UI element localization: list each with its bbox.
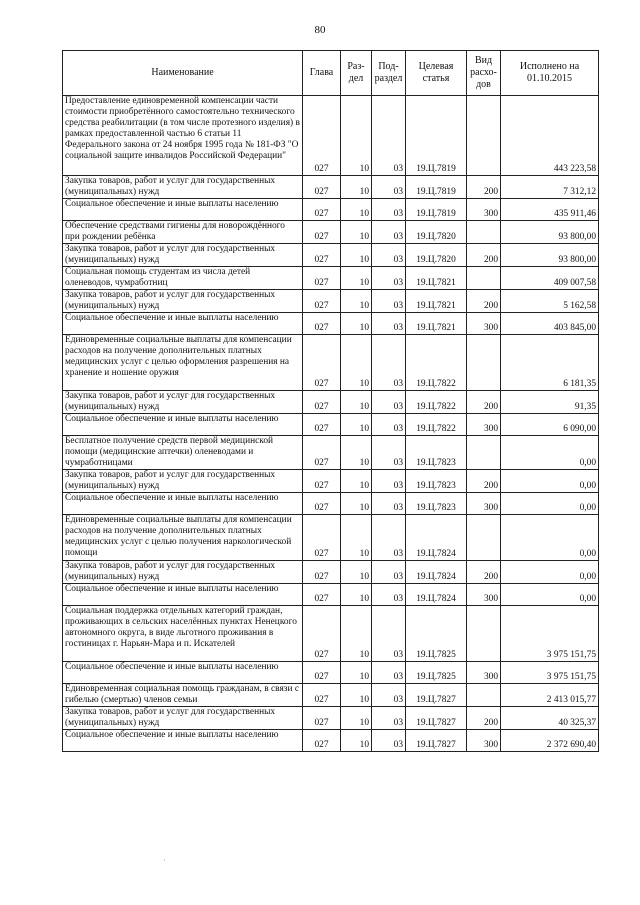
row-chapter: 027	[303, 515, 341, 561]
row-target: 19.Ц.7827	[406, 730, 467, 752]
row-chapter: 027	[303, 391, 341, 414]
row-chapter: 027	[303, 662, 341, 684]
row-section: 10	[341, 221, 372, 244]
scan-mark: ·	[163, 856, 166, 865]
row-section: 10	[341, 493, 372, 515]
row-subsection: 03	[372, 470, 406, 493]
row-subsection: 03	[372, 199, 406, 221]
row-name: Закупка товаров, работ и услуг для государственных (муниципальных) нужд	[63, 470, 303, 493]
row-chapter: 027	[303, 414, 341, 436]
row-expense-type	[467, 436, 501, 470]
row-target: 19.Ц.7823	[406, 470, 467, 493]
row-expense-type: 300	[467, 199, 501, 221]
row-target: 19.Ц.7819	[406, 96, 467, 176]
row-amount: 7 312,12	[501, 176, 599, 199]
table-row	[63, 730, 599, 752]
row-name: Социальное обеспечение и иные выплаты населению	[63, 199, 303, 221]
row-target: 19.Ц.7819	[406, 199, 467, 221]
row-section: 10	[341, 515, 372, 561]
row-expense-type	[467, 684, 501, 707]
row-name: Социальное обеспечение и иные выплаты населению	[63, 662, 303, 684]
row-amount: 5 162,58	[501, 290, 599, 313]
row-subsection: 03	[372, 244, 406, 267]
table-row	[63, 391, 599, 414]
row-amount: 409 007,58	[501, 267, 599, 290]
row-chapter: 027	[303, 290, 341, 313]
row-subsection: 03	[372, 313, 406, 335]
header-subsection: Под- раздел	[372, 51, 406, 96]
table-row	[63, 606, 599, 662]
row-amount: 93 800,00	[501, 244, 599, 267]
row-subsection: 03	[372, 662, 406, 684]
row-expense-type: 200	[467, 561, 501, 584]
row-subsection: 03	[372, 584, 406, 606]
table-row	[63, 199, 599, 221]
row-subsection: 03	[372, 221, 406, 244]
row-section: 10	[341, 470, 372, 493]
row-name: Закупка товаров, работ и услуг для государственных (муниципальных) нужд	[63, 707, 303, 730]
row-expense-type	[467, 606, 501, 662]
row-chapter: 027	[303, 176, 341, 199]
row-chapter: 027	[303, 199, 341, 221]
table-header-row	[63, 51, 599, 96]
row-chapter: 027	[303, 606, 341, 662]
row-target: 19.Ц.7819	[406, 176, 467, 199]
row-name: Социальное обеспечение и иные выплаты населению	[63, 584, 303, 606]
row-subsection: 03	[372, 335, 406, 391]
row-expense-type	[467, 96, 501, 176]
row-amount: 3 975 151,75	[501, 662, 599, 684]
table-row	[63, 561, 599, 584]
row-section: 10	[341, 244, 372, 267]
row-section: 10	[341, 707, 372, 730]
table-row	[63, 707, 599, 730]
row-subsection: 03	[372, 290, 406, 313]
row-expense-type: 200	[467, 391, 501, 414]
row-section: 10	[341, 176, 372, 199]
row-target: 19.Ц.7821	[406, 267, 467, 290]
row-chapter: 027	[303, 707, 341, 730]
row-target: 19.Ц.7822	[406, 391, 467, 414]
row-amount: 0,00	[501, 436, 599, 470]
row-target: 19.Ц.7827	[406, 684, 467, 707]
row-target: 19.Ц.7827	[406, 707, 467, 730]
row-chapter: 027	[303, 335, 341, 391]
row-target: 19.Ц.7824	[406, 561, 467, 584]
row-name: Предоставление единовременной компенсации части стоимости приобретённого самостоятельно технического средства реабилитации (в том числе протезного изделия) в рамках предоставленной частью 6 статьи 11 Федерального закона от 24 ноября 1995 года № 181-ФЗ "О социальной защите инвалидов Российской Федерации"	[63, 96, 303, 176]
row-section: 10	[341, 414, 372, 436]
row-amount: 3 975 151,75	[501, 606, 599, 662]
row-target: 19.Ц.7824	[406, 515, 467, 561]
row-subsection: 03	[372, 391, 406, 414]
row-subsection: 03	[372, 493, 406, 515]
row-expense-type	[467, 335, 501, 391]
row-chapter: 027	[303, 561, 341, 584]
header-name: Наименование	[63, 51, 303, 96]
row-expense-type: 200	[467, 290, 501, 313]
row-section: 10	[341, 730, 372, 752]
row-chapter: 027	[303, 684, 341, 707]
row-name: Закупка товаров, работ и услуг для государственных (муниципальных) нужд	[63, 391, 303, 414]
table-row	[63, 436, 599, 470]
row-target: 19.Ц.7823	[406, 493, 467, 515]
row-name: Социальное обеспечение и иные выплаты населению	[63, 313, 303, 335]
row-amount: 6 181,35	[501, 335, 599, 391]
row-chapter: 027	[303, 470, 341, 493]
header-expense-type: Вид расхо- дов	[467, 51, 501, 96]
row-name: Социальное обеспечение и иные выплаты населению	[63, 493, 303, 515]
row-subsection: 03	[372, 96, 406, 176]
row-expense-type: 200	[467, 707, 501, 730]
row-amount: 2 372 690,40	[501, 730, 599, 752]
table-row	[63, 290, 599, 313]
table-row	[63, 244, 599, 267]
row-target: 19.Ц.7821	[406, 313, 467, 335]
row-chapter: 027	[303, 436, 341, 470]
row-chapter: 027	[303, 313, 341, 335]
row-section: 10	[341, 290, 372, 313]
row-chapter: 027	[303, 730, 341, 752]
row-subsection: 03	[372, 684, 406, 707]
table-row	[63, 662, 599, 684]
row-amount: 443 223,58	[501, 96, 599, 176]
row-subsection: 03	[372, 267, 406, 290]
row-amount: 0,00	[501, 584, 599, 606]
row-amount: 2 413 015,77	[501, 684, 599, 707]
table-row	[63, 176, 599, 199]
row-section: 10	[341, 313, 372, 335]
row-section: 10	[341, 606, 372, 662]
row-name: Единовременные социальные выплаты для компенсации расходов на получение дополнительных платных медицинских услуг с целью оформления разрешения на хранение и ношение оружия	[63, 335, 303, 391]
row-expense-type	[467, 267, 501, 290]
table-row	[63, 414, 599, 436]
row-name: Закупка товаров, работ и услуг для государственных (муниципальных) нужд	[63, 290, 303, 313]
row-subsection: 03	[372, 414, 406, 436]
row-section: 10	[341, 436, 372, 470]
row-section: 10	[341, 199, 372, 221]
row-expense-type: 200	[467, 470, 501, 493]
row-name: Единовременная социальная помощь гражданам, в связи с гибелью (смертью) членов семьи	[63, 684, 303, 707]
row-name: Социальное обеспечение и иные выплаты населению	[63, 414, 303, 436]
row-amount: 0,00	[501, 515, 599, 561]
row-chapter: 027	[303, 244, 341, 267]
row-expense-type: 200	[467, 244, 501, 267]
row-chapter: 027	[303, 221, 341, 244]
row-expense-type	[467, 515, 501, 561]
row-target: 19.Ц.7825	[406, 606, 467, 662]
row-amount: 6 090,00	[501, 414, 599, 436]
table-row	[63, 335, 599, 391]
row-expense-type: 300	[467, 584, 501, 606]
row-amount: 0,00	[501, 493, 599, 515]
row-target: 19.Ц.7822	[406, 414, 467, 436]
row-name: Обеспечение средствами гигиены для новорождённого при рождении ребёнка	[63, 221, 303, 244]
row-subsection: 03	[372, 606, 406, 662]
row-section: 10	[341, 684, 372, 707]
row-target: 19.Ц.7820	[406, 221, 467, 244]
row-name: Закупка товаров, работ и услуг для государственных (муниципальных) нужд	[63, 176, 303, 199]
table-row	[63, 684, 599, 707]
table-row	[63, 221, 599, 244]
row-section: 10	[341, 335, 372, 391]
row-target: 19.Ц.7823	[406, 436, 467, 470]
row-subsection: 03	[372, 561, 406, 584]
row-section: 10	[341, 584, 372, 606]
row-expense-type: 300	[467, 493, 501, 515]
row-name: Единовременные социальные выплаты для компенсации расходов на получение дополнительных платных медицинских услуг с целью получения наркологической помощи	[63, 515, 303, 561]
row-chapter: 027	[303, 493, 341, 515]
page-number: 80	[314, 24, 326, 36]
row-target: 19.Ц.7822	[406, 335, 467, 391]
row-amount: 93 800,00	[501, 221, 599, 244]
table-row	[63, 470, 599, 493]
row-target: 19.Ц.7825	[406, 662, 467, 684]
row-name: Социальное обеспечение и иные выплаты населению	[63, 730, 303, 752]
row-expense-type	[467, 221, 501, 244]
row-subsection: 03	[372, 436, 406, 470]
row-target: 19.Ц.7824	[406, 584, 467, 606]
row-name: Закупка товаров, работ и услуг для государственных (муниципальных) нужд	[63, 244, 303, 267]
row-expense-type: 300	[467, 414, 501, 436]
row-name: Бесплатное получение средств первой медицинской помощи (медицинские аптечки) оленеводами и чумработницами	[63, 436, 303, 470]
row-expense-type: 300	[467, 313, 501, 335]
row-amount: 40 325,37	[501, 707, 599, 730]
row-subsection: 03	[372, 176, 406, 199]
row-name: Социальная поддержка отдельных категорий граждан, проживающих в сельских населённых пунктах Ненецкого автономного округа, в виде льготного проживания в гостиницах г. Нарьян-Мара и п. Искателей	[63, 606, 303, 662]
table-row	[63, 313, 599, 335]
row-chapter: 027	[303, 96, 341, 176]
row-subsection: 03	[372, 707, 406, 730]
row-subsection: 03	[372, 730, 406, 752]
row-section: 10	[341, 391, 372, 414]
row-expense-type: 300	[467, 662, 501, 684]
row-section: 10	[341, 267, 372, 290]
row-chapter: 027	[303, 267, 341, 290]
table-row	[63, 267, 599, 290]
row-target: 19.Ц.7820	[406, 244, 467, 267]
table-row	[63, 96, 599, 176]
header-chapter: Глава	[303, 51, 341, 96]
header-section: Раз- дел	[341, 51, 372, 96]
header-target: Целевая статья	[406, 51, 467, 96]
row-name: Закупка товаров, работ и услуг для государственных (муниципальных) нужд	[63, 561, 303, 584]
row-section: 10	[341, 96, 372, 176]
row-amount: 0,00	[501, 561, 599, 584]
table-row	[63, 515, 599, 561]
row-amount: 0,00	[501, 470, 599, 493]
row-name: Социальная помощь студентам из числа детей оленеводов, чумработниц	[63, 267, 303, 290]
row-subsection: 03	[372, 515, 406, 561]
row-expense-type: 300	[467, 730, 501, 752]
row-target: 19.Ц.7821	[406, 290, 467, 313]
row-section: 10	[341, 662, 372, 684]
table-row	[63, 584, 599, 606]
budget-execution-table	[62, 50, 599, 752]
row-amount: 435 911,46	[501, 199, 599, 221]
row-section: 10	[341, 561, 372, 584]
row-amount: 91,35	[501, 391, 599, 414]
row-amount: 403 845,00	[501, 313, 599, 335]
table-row	[63, 493, 599, 515]
row-expense-type: 200	[467, 176, 501, 199]
header-executed: Исполнено на 01.10.2015	[501, 51, 599, 96]
row-chapter: 027	[303, 584, 341, 606]
